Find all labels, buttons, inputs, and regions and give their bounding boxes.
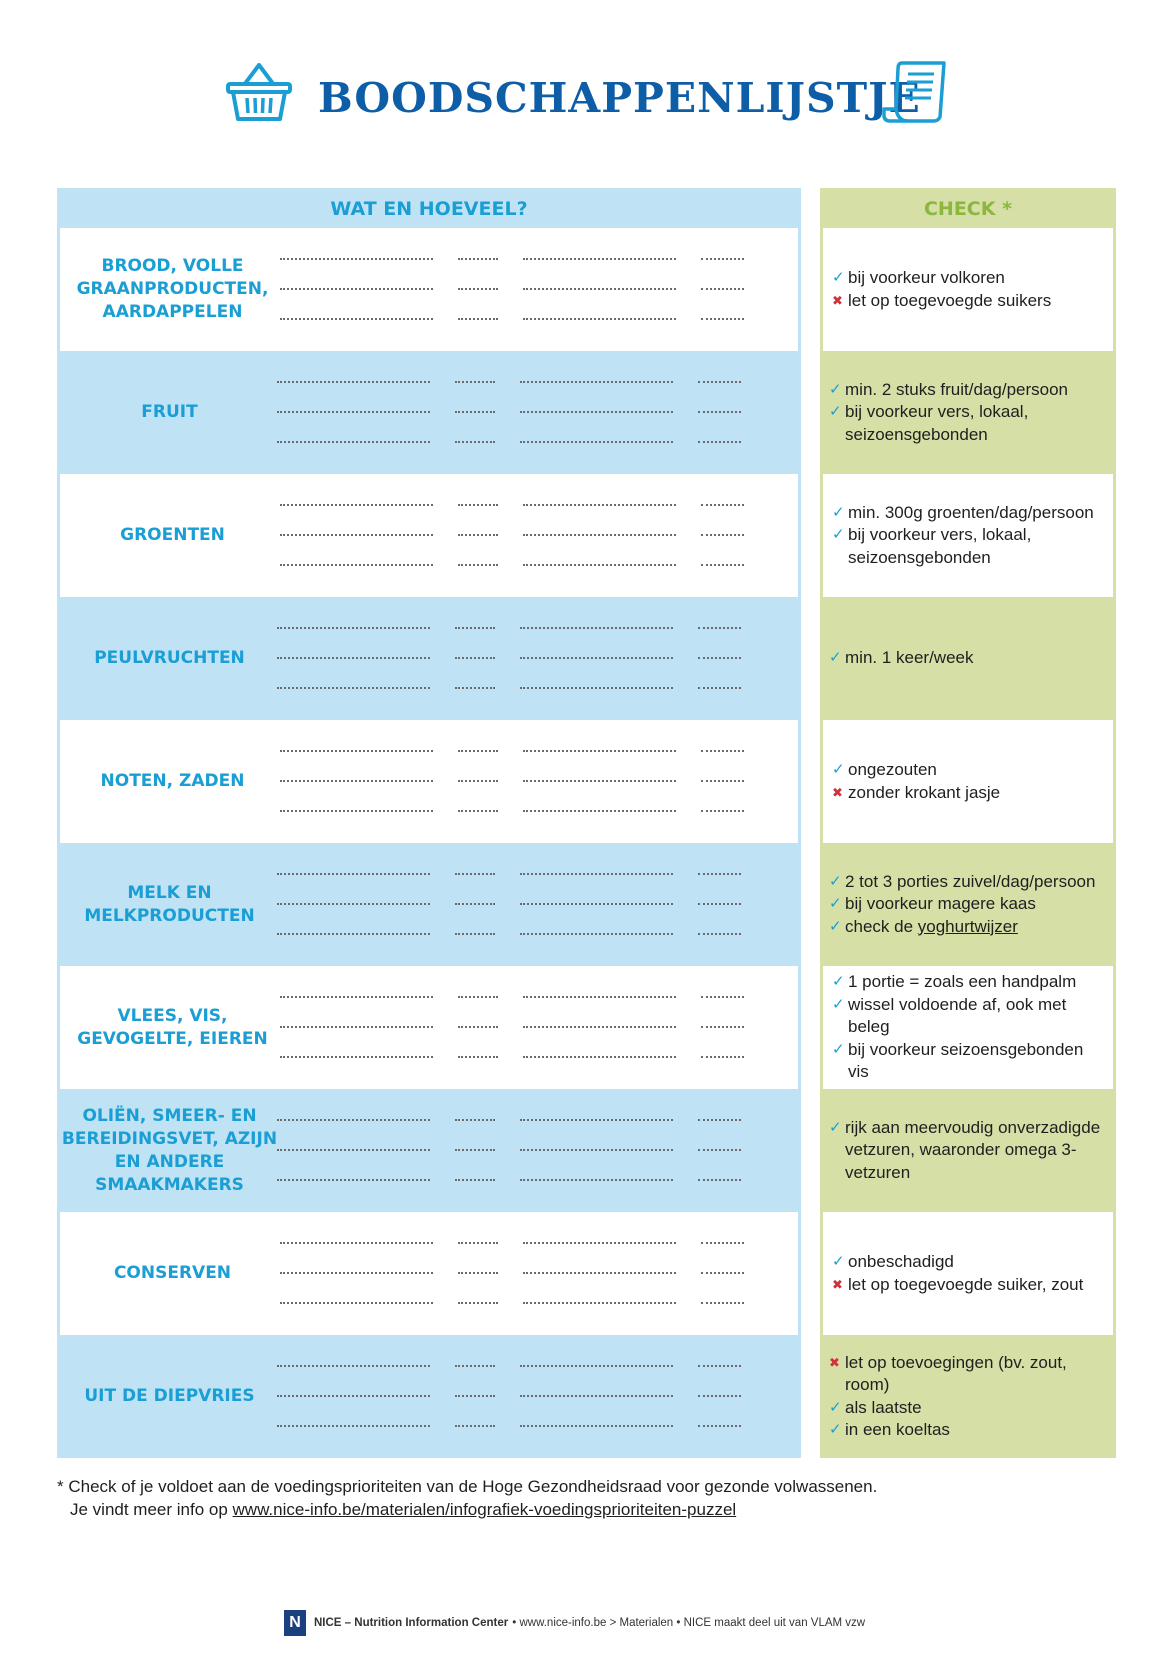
check-item (829, 1419, 1110, 1442)
item-entry-line[interactable] (280, 810, 433, 812)
amount-entry-line[interactable] (701, 1302, 744, 1304)
amount-entry-line[interactable] (701, 996, 744, 998)
amount-entry-line[interactable] (455, 1149, 495, 1151)
item-entry-line[interactable] (520, 1395, 673, 1397)
check-text-part: zonder krokant jasje (848, 782, 1001, 802)
item-entry-line[interactable] (277, 903, 430, 905)
category-row (57, 843, 801, 966)
item-entry-line[interactable] (523, 1056, 676, 1058)
entry-lines (285, 228, 798, 351)
category-label: BROOD, VOLLE GRAANPRODUCTEN, AARDAPPELEN (76, 256, 269, 322)
item-entry-line[interactable] (277, 657, 430, 659)
entry-lines (282, 597, 801, 720)
check-list (832, 267, 1051, 312)
amount-entry-line[interactable] (458, 1026, 498, 1028)
check-text-part: min. 300g groenten/dag/persoon (848, 502, 1094, 522)
amount-entry-line[interactable] (698, 1365, 741, 1367)
amount-entry-line[interactable] (701, 258, 744, 260)
check-list (832, 1251, 1083, 1296)
item-entry-line[interactable] (280, 1302, 433, 1304)
check-link[interactable]: yoghurtwijzer (917, 916, 1018, 936)
item-entry-line[interactable] (277, 1395, 430, 1397)
category-row (57, 1212, 801, 1335)
amount-entry-line[interactable] (458, 318, 498, 320)
amount-entry-line[interactable] (698, 903, 741, 905)
item-entry-line[interactable] (520, 687, 673, 689)
checkmark-icon: ✓ (832, 503, 845, 521)
amount-entry-line[interactable] (458, 750, 498, 752)
amount-entry-line[interactable] (701, 810, 744, 812)
check-text-part: ongezouten (848, 760, 937, 779)
check-row (820, 720, 1116, 843)
item-entry-line[interactable] (277, 411, 430, 413)
category-row (57, 1089, 801, 1212)
check-item (829, 893, 1095, 916)
footer-org: NICE – Nutrition Information Center (314, 1617, 509, 1629)
amount-entry-line[interactable] (458, 564, 498, 566)
check-text (848, 1251, 954, 1274)
check-text-part: bij voorkeur vers, lokaal, seizoensgebonden (848, 525, 1032, 567)
basket-icon (226, 59, 292, 123)
check-list (832, 759, 1000, 804)
check-item (832, 524, 1107, 569)
item-entry-line[interactable] (277, 1425, 430, 1427)
item-entry-line[interactable] (277, 1365, 430, 1367)
amount-entry-line[interactable] (458, 258, 498, 260)
amount-entry-line[interactable] (698, 687, 741, 689)
check-text-part: let op toevoegingen (bv. zout, room) (845, 1352, 1067, 1394)
amount-entry-line[interactable] (458, 780, 498, 782)
checkmark-icon: ✓ (832, 761, 845, 778)
amount-entry-line[interactable] (455, 411, 495, 413)
category-label: VLEES, VIS, GEVOGELTE, EIEREN (77, 1005, 268, 1049)
check-text (848, 782, 1000, 805)
check-item (832, 290, 1051, 313)
check-text-part: bij voorkeur vers, lokaal, seizoensgebonden (845, 402, 1029, 444)
amount-entry-line[interactable] (455, 441, 495, 443)
item-entry-line[interactable] (520, 1425, 673, 1427)
checkmark-icon: ✓ (829, 380, 842, 398)
item-entry-line[interactable] (280, 288, 433, 290)
item-entry-line[interactable] (280, 780, 433, 782)
category-label: FRUIT (141, 402, 198, 422)
amount-entry-line[interactable] (698, 1395, 741, 1397)
entry-lines (285, 1212, 798, 1335)
check-text-part: in een koeltas (845, 1420, 950, 1439)
item-entry-line[interactable] (523, 996, 676, 998)
check-text (848, 1039, 1107, 1084)
item-entry-line[interactable] (520, 933, 673, 935)
check-list (832, 502, 1107, 570)
item-entry-line[interactable] (523, 780, 676, 782)
amount-entry-line[interactable] (701, 1056, 744, 1058)
amount-entry-line[interactable] (455, 873, 495, 875)
item-entry-line[interactable] (520, 657, 673, 659)
entry-lines (282, 1335, 801, 1458)
category-row (57, 351, 801, 474)
amount-entry-line[interactable] (455, 903, 495, 905)
check-text (845, 647, 974, 670)
header (0, 55, 1172, 135)
item-entry-line[interactable] (520, 411, 673, 413)
item-entry-line[interactable] (280, 1272, 433, 1274)
item-entry-line[interactable] (277, 441, 430, 443)
amount-entry-line[interactable] (458, 1272, 498, 1274)
item-entry-line[interactable] (280, 1056, 433, 1058)
quantity-column (57, 188, 801, 1460)
footnote-line (57, 1498, 877, 1521)
check-row (820, 228, 1116, 351)
check-text (848, 502, 1094, 525)
check-item (832, 1039, 1107, 1084)
check-text (848, 524, 1107, 569)
cross-icon: ✖ (829, 1354, 840, 1370)
check-item (829, 401, 1110, 446)
check-text (845, 379, 1068, 402)
item-entry-line[interactable] (520, 1119, 673, 1121)
check-text-part: onbeschadigd (848, 1252, 954, 1271)
check-text (848, 1274, 1083, 1297)
check-item (832, 759, 1000, 782)
amount-entry-line[interactable] (455, 1365, 495, 1367)
footer-text: • www.nice-info.be > Materialen • NICE maakt deel uit van VLAM vzw (512, 1617, 866, 1629)
amount-entry-line[interactable] (698, 657, 741, 659)
amount-entry-line[interactable] (698, 933, 741, 935)
check-text (848, 759, 937, 782)
item-entry-line[interactable] (520, 873, 673, 875)
amount-entry-line[interactable] (701, 534, 744, 536)
item-entry-line[interactable] (277, 933, 430, 935)
footnote-text: Je vindt meer info op (70, 1500, 233, 1519)
check-text (845, 1117, 1110, 1185)
checkmark-icon: ✓ (829, 1118, 842, 1136)
category-row (57, 966, 801, 1089)
item-entry-line[interactable] (520, 381, 673, 383)
entry-lines (282, 843, 801, 966)
amount-entry-line[interactable] (458, 1242, 498, 1244)
footer (284, 1610, 865, 1636)
check-item (829, 1397, 1110, 1420)
amount-entry-line[interactable] (698, 1425, 741, 1427)
amount-entry-line[interactable] (458, 810, 498, 812)
checkmark-icon: ✓ (832, 269, 845, 286)
check-text-part: bij voorkeur volkoren (848, 268, 1005, 287)
check-text-part: bij voorkeur magere kaas (845, 894, 1036, 914)
category-label: MELK EN MELKPRODUCTEN (84, 882, 255, 926)
amount-entry-line[interactable] (455, 1395, 495, 1397)
check-row (820, 843, 1116, 966)
amount-entry-line[interactable] (455, 627, 495, 629)
category-row (57, 474, 801, 597)
amount-entry-line[interactable] (455, 381, 495, 383)
cross-icon: ✖ (832, 784, 843, 800)
checkmark-icon: ✓ (829, 403, 842, 421)
amount-entry-line[interactable] (458, 504, 498, 506)
item-entry-line[interactable] (520, 903, 673, 905)
item-entry-line[interactable] (523, 504, 676, 506)
item-entry-line[interactable] (520, 1179, 673, 1181)
footnote-link[interactable]: www.nice-info.be/materialen/infografiek-voedingsprioriteiten-puzzel (232, 1500, 737, 1519)
amount-entry-line[interactable] (458, 996, 498, 998)
amount-entry-line[interactable] (698, 381, 741, 383)
checkmark-icon: ✓ (832, 1040, 845, 1058)
amount-entry-line[interactable] (698, 1179, 741, 1181)
entry-lines (285, 966, 798, 1089)
check-item (832, 502, 1107, 525)
checkmark-icon: ✓ (829, 917, 842, 935)
category-label: GROENTEN (120, 525, 225, 545)
cross-icon: ✖ (832, 1276, 843, 1292)
item-entry-line[interactable] (523, 318, 676, 320)
amount-entry-line[interactable] (455, 933, 495, 935)
item-entry-line[interactable] (280, 1242, 433, 1244)
check-text (845, 893, 1036, 916)
check-text-part: bij voorkeur seizoensgebonden vis (848, 1039, 1084, 1082)
amount-entry-line[interactable] (455, 657, 495, 659)
check-text-part: let op toegevoegde suikers (848, 290, 1052, 310)
amount-entry-line[interactable] (458, 1302, 498, 1304)
amount-entry-line[interactable] (698, 441, 741, 443)
checkmark-icon: ✓ (832, 1253, 845, 1270)
category-label: CONSERVEN (113, 1263, 232, 1283)
check-text (845, 1397, 922, 1420)
checkmark-icon: ✓ (832, 526, 845, 544)
category-label: OLIËN, SMEER- EN BEREIDINGSVET, AZIJN EN ANDERE SMAAKMAKERS (61, 1105, 278, 1195)
nice-logo: N (284, 1610, 306, 1636)
check-list (829, 871, 1095, 939)
item-entry-line[interactable] (523, 1302, 676, 1304)
item-entry-line[interactable] (280, 564, 433, 566)
check-text-part: let op toegevoegde suiker, zout (848, 1274, 1084, 1294)
check-item (829, 647, 974, 670)
check-text (845, 871, 1095, 894)
item-entry-line[interactable] (520, 627, 673, 629)
check-row (820, 597, 1116, 720)
check-row (820, 966, 1116, 1089)
category-row (57, 597, 801, 720)
item-entry-line[interactable] (523, 1026, 676, 1028)
item-entry-line[interactable] (523, 1272, 676, 1274)
entry-lines (285, 474, 798, 597)
amount-entry-line[interactable] (698, 411, 741, 413)
item-entry-line[interactable] (523, 564, 676, 566)
check-text-part: 2 tot 3 porties zuivel/dag/persoon (845, 871, 1096, 891)
item-entry-line[interactable] (523, 810, 676, 812)
category-row (57, 1335, 801, 1458)
amount-entry-line[interactable] (455, 1119, 495, 1121)
check-list (832, 971, 1107, 1084)
check-row (820, 351, 1116, 474)
check-list (829, 1352, 1110, 1442)
check-text (848, 971, 1076, 994)
amount-entry-line[interactable] (698, 1119, 741, 1121)
check-text (848, 290, 1051, 313)
check-text-part: als laatste (845, 1397, 922, 1417)
check-text (845, 916, 1018, 939)
item-entry-line[interactable] (523, 288, 676, 290)
check-column-header: CHECK * (820, 188, 1116, 228)
cross-icon: ✖ (832, 292, 843, 308)
check-column (820, 188, 1116, 1460)
amount-entry-line[interactable] (701, 288, 744, 290)
item-entry-line[interactable] (280, 1026, 433, 1028)
item-entry-line[interactable] (520, 1365, 673, 1367)
category-label: NOTEN, ZADEN (100, 771, 245, 791)
category-label: UIT DE DIEPVRIES (84, 1386, 255, 1406)
page-title: BOODSCHAPPENLIJSTJE (318, 74, 921, 122)
amount-entry-line[interactable] (701, 318, 744, 320)
check-text (845, 401, 1110, 446)
check-item (832, 267, 1051, 290)
amount-entry-line[interactable] (701, 750, 744, 752)
quantity-column-header: WAT EN HOEVEEL? (57, 188, 801, 228)
check-item (832, 782, 1000, 805)
check-item (832, 1251, 1083, 1274)
check-item (829, 871, 1095, 894)
item-entry-line[interactable] (277, 1119, 430, 1121)
item-entry-line[interactable] (280, 318, 433, 320)
amount-entry-line[interactable] (698, 1149, 741, 1151)
item-entry-line[interactable] (520, 441, 673, 443)
check-item (829, 916, 1095, 939)
category-label: PEULVRUCHTEN (94, 648, 245, 668)
amount-entry-line[interactable] (458, 288, 498, 290)
item-entry-line[interactable] (277, 381, 430, 383)
item-entry-line[interactable] (280, 504, 433, 506)
check-text-part: wissel voldoende af, ook met beleg (848, 994, 1067, 1037)
item-entry-line[interactable] (280, 258, 433, 260)
shopping-list-icon (880, 59, 948, 123)
check-list (829, 379, 1110, 447)
checkmark-icon: ✓ (829, 1421, 842, 1438)
item-entry-line[interactable] (280, 750, 433, 752)
check-item (832, 1274, 1083, 1297)
amount-entry-line[interactable] (458, 1056, 498, 1058)
check-item (832, 971, 1107, 994)
check-text (845, 1419, 950, 1442)
item-entry-line[interactable] (277, 627, 430, 629)
entry-lines (282, 351, 801, 474)
check-text (848, 267, 1005, 290)
checkmark-icon: ✓ (832, 973, 845, 991)
amount-entry-line[interactable] (698, 873, 741, 875)
amount-entry-line[interactable] (701, 780, 744, 782)
item-entry-line[interactable] (277, 1149, 430, 1151)
item-entry-line[interactable] (277, 687, 430, 689)
item-entry-line[interactable] (280, 996, 433, 998)
category-row (57, 228, 801, 351)
item-entry-line[interactable] (523, 750, 676, 752)
check-text (845, 1352, 1110, 1397)
checkmark-icon: ✓ (832, 995, 845, 1013)
checkmark-icon: ✓ (829, 1398, 842, 1416)
item-entry-line[interactable] (523, 1242, 676, 1244)
footnote (57, 1475, 877, 1521)
check-text-part: 1 portie = zoals een handpalm (848, 972, 1077, 992)
amount-entry-line[interactable] (701, 1026, 744, 1028)
item-entry-line[interactable] (523, 534, 676, 536)
footnote-line: * Check of je voldoet aan de voedingsprioriteiten van de Hoge Gezondheidsraad voor gezonde volwassenen. (57, 1477, 878, 1496)
check-text-part: min. 2 stuks fruit/dag/persoon (845, 379, 1069, 399)
item-entry-line[interactable] (280, 534, 433, 536)
amount-entry-line[interactable] (701, 1272, 744, 1274)
amount-entry-line[interactable] (701, 504, 744, 506)
check-row (820, 1089, 1116, 1212)
entry-lines (285, 720, 798, 843)
check-item (829, 1352, 1110, 1397)
entry-lines (282, 1089, 801, 1212)
item-entry-line[interactable] (523, 258, 676, 260)
amount-entry-line[interactable] (701, 1242, 744, 1244)
amount-entry-line[interactable] (455, 1179, 495, 1181)
check-list (829, 647, 974, 670)
category-row (57, 720, 801, 843)
amount-entry-line[interactable] (458, 534, 498, 536)
check-item (832, 994, 1107, 1039)
check-text-part: min. 1 keer/week (845, 648, 974, 668)
item-entry-line[interactable] (520, 1149, 673, 1151)
check-text-part: rijk aan meervoudig onverzadigde vetzuren, waaronder omega 3-vetzuren (845, 1117, 1101, 1182)
amount-entry-line[interactable] (701, 564, 744, 566)
check-row (820, 1335, 1116, 1458)
amount-entry-line[interactable] (455, 687, 495, 689)
checkmark-icon: ✓ (829, 895, 842, 913)
check-item (829, 1117, 1110, 1185)
check-text-part: check de (845, 916, 918, 936)
amount-entry-line[interactable] (455, 1425, 495, 1427)
item-entry-line[interactable] (277, 1179, 430, 1181)
checkmark-icon: ✓ (829, 872, 842, 890)
check-item (829, 379, 1110, 402)
item-entry-line[interactable] (277, 873, 430, 875)
check-row (820, 474, 1116, 597)
check-text (848, 994, 1107, 1039)
check-list (829, 1117, 1110, 1185)
checkmark-icon: ✓ (829, 649, 842, 667)
check-row (820, 1212, 1116, 1335)
amount-entry-line[interactable] (698, 627, 741, 629)
